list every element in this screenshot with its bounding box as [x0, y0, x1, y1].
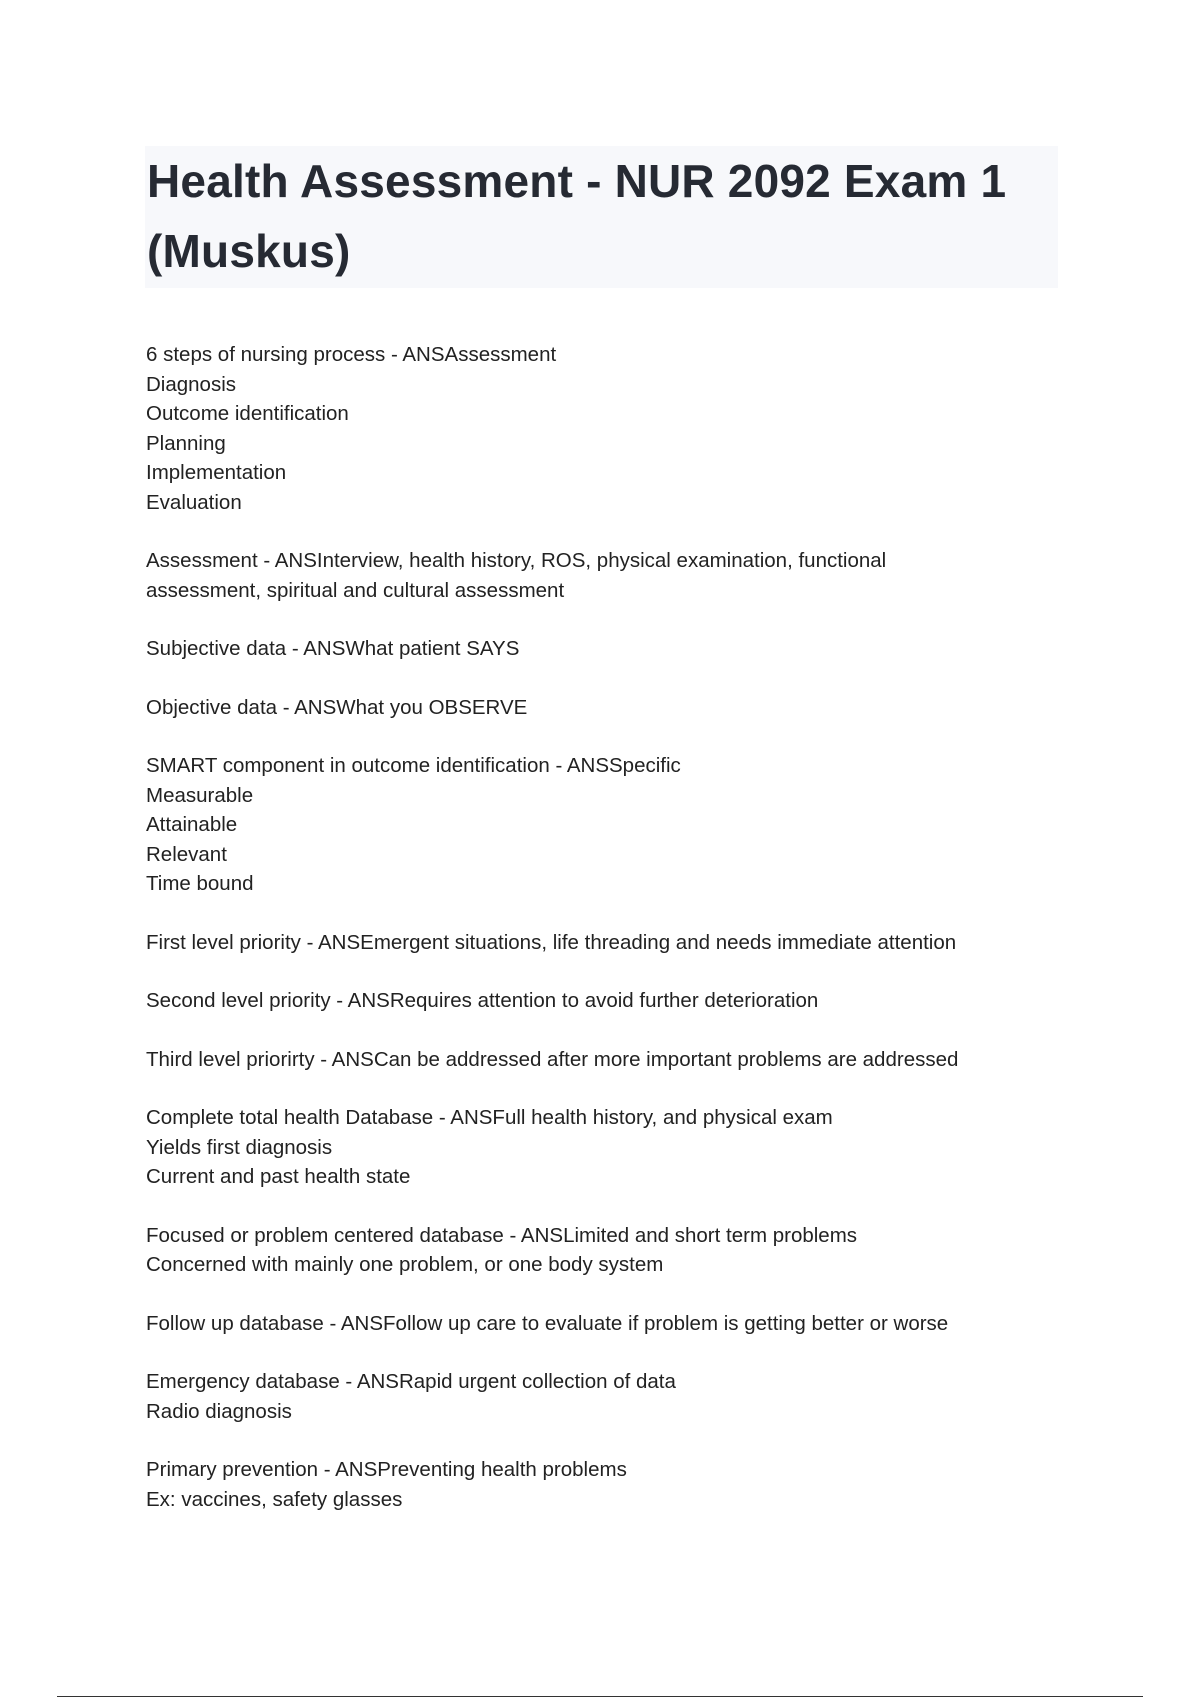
answer-continuation-line: Concerned with mainly one problem, or one body system [146, 1253, 664, 1276]
term-answer-line: Complete total health Database - ANSFull health history, and physical exam [146, 1106, 833, 1129]
title-line-1: Health Assessment - NUR 2092 Exam 1 [147, 155, 1007, 207]
title-block [145, 146, 1058, 288]
flashcard-entry [146, 751, 1076, 899]
answer-continuation-line: Measurable [146, 783, 254, 807]
answer-continuation-line: Planning [146, 431, 226, 455]
document-title [147, 146, 1058, 286]
answer-continuation-line: Outcome identification [146, 402, 349, 425]
answer-continuation-line: assessment, spiritual and cultural assessment [146, 578, 565, 602]
answer-continuation-line: Current and past health state [146, 1165, 411, 1188]
answer-continuation-line: Evaluation [146, 490, 242, 514]
answer-continuation-line: Yields first diagnosis [146, 1135, 333, 1159]
flashcard-entry [146, 1103, 1076, 1192]
flashcard-entry [146, 693, 1076, 723]
term-answer-line: SMART component in outcome identification - ANSSpecific [146, 754, 681, 777]
term-answer-line: First level priority - ANSEmergent situations, life threading and needs immediate attention [146, 930, 957, 954]
term-answer-line: Primary prevention - ANSPreventing health problems [146, 1458, 627, 1481]
flashcard-entry [146, 986, 1076, 1016]
flashcard-entry [146, 1367, 1076, 1426]
term-answer-line: 6 steps of nursing process - ANSAssessment [146, 343, 557, 366]
flashcard-entry [146, 1309, 1076, 1339]
flashcard-list [146, 340, 1076, 1543]
answer-continuation-line: Time bound [146, 872, 254, 895]
answer-continuation-line: Ex: vaccines, safety glasses [146, 1487, 403, 1511]
flashcard-entry [146, 928, 1076, 958]
term-answer-line: Follow up database - ANSFollow up care to evaluate if problem is getting better or worse [146, 1311, 949, 1335]
term-answer-line: Third level priorirty - ANSCan be addressed after more important problems are addressed [146, 1047, 959, 1071]
flashcard-entry [146, 634, 1076, 664]
flashcard-entry [146, 340, 1076, 517]
term-answer-line: Objective data - ANSWhat you OBSERVE [146, 695, 528, 719]
flashcard-entry [146, 1455, 1076, 1514]
answer-continuation-line: Diagnosis [146, 372, 237, 396]
flashcard-entry [146, 1045, 1076, 1075]
footer-divider [57, 1696, 1143, 1697]
answer-continuation-line: Attainable [146, 813, 238, 836]
term-answer-line: Focused or problem centered database - ANSLimited and short term problems [146, 1223, 858, 1247]
answer-continuation-line: Relevant [146, 842, 227, 866]
term-answer-line: Subjective data - ANSWhat patient SAYS [146, 637, 520, 660]
term-answer-line: Second level priority - ANSRequires attention to avoid further deterioration [146, 989, 819, 1012]
title-line-2: (Muskus) [147, 225, 351, 277]
term-answer-line: Assessment - ANSInterview, health history, ROS, physical examination, functional [146, 549, 887, 572]
term-answer-line: Emergency database - ANSRapid urgent collection of data [146, 1370, 676, 1393]
answer-continuation-line: Radio diagnosis [146, 1399, 292, 1423]
flashcard-entry [146, 546, 1076, 605]
answer-continuation-line: Implementation [146, 461, 287, 484]
flashcard-entry [146, 1221, 1076, 1280]
